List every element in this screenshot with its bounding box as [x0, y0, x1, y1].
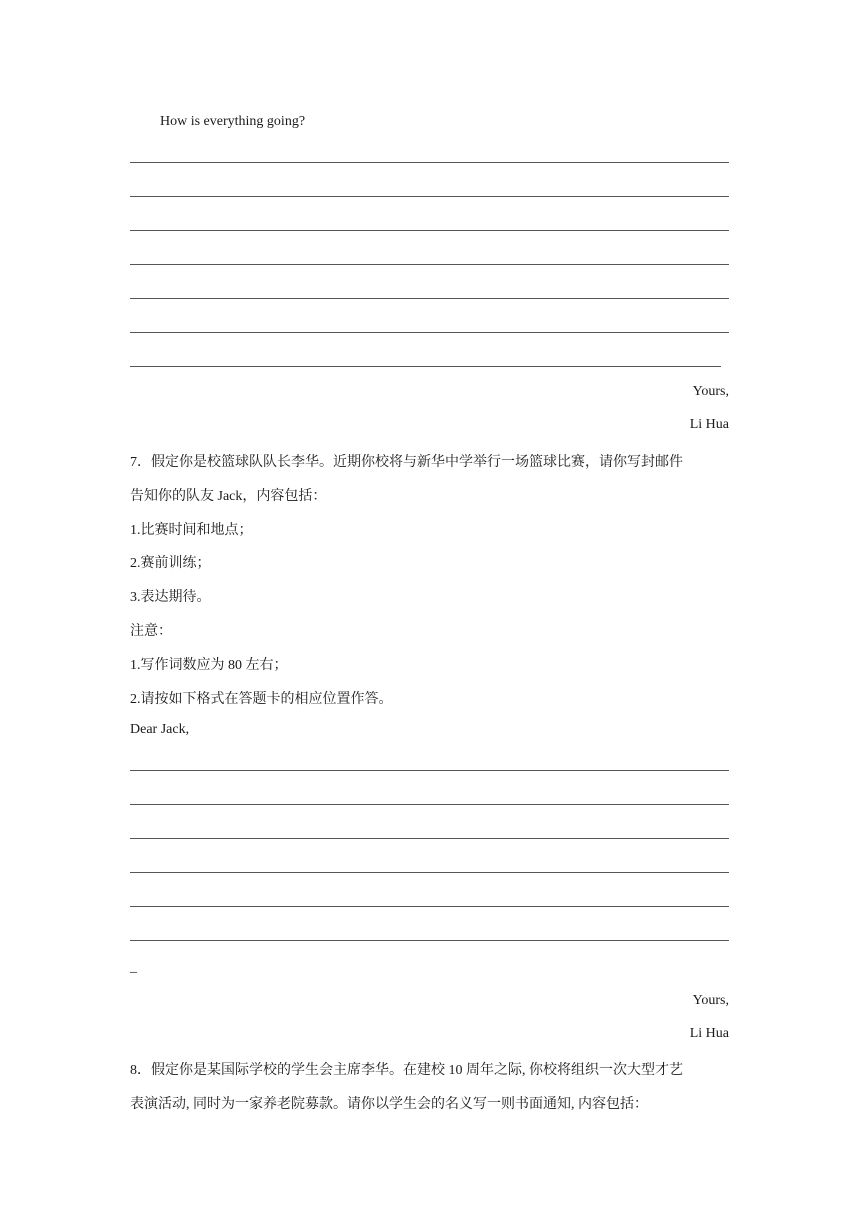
q7-note-2: 2.请按如下格式在答题卡的相应位置作答。	[130, 692, 393, 707]
q7-prompt-line-2: 告知你的队友 Jack，内容包括：	[130, 489, 327, 504]
q6-signature: Li Hua	[689, 417, 729, 432]
answer-line	[130, 940, 729, 941]
answer-line	[130, 906, 729, 907]
q7-prompt-line-1: 7．假定你是校篮球队队长李华。近期你校将与新华中学举行一场篮球比赛，请你写封邮件	[130, 455, 683, 470]
answer-line	[130, 804, 729, 805]
q7-note-1: 1.写作词数应为 80 左右；	[130, 658, 288, 673]
answer-line	[130, 264, 729, 265]
answer-line	[130, 332, 729, 333]
q6-opening-line: How is everything going?	[160, 114, 306, 129]
answer-line	[130, 872, 729, 873]
q7-closing: Yours,	[692, 993, 729, 1008]
q7-signature: Li Hua	[689, 1026, 729, 1041]
answer-line	[130, 838, 729, 839]
q8-prompt-line-2: 表演活动, 同时为一家养老院募款。请你以学生会的名义写一则书面通知, 内容包括：	[130, 1097, 648, 1112]
answer-line	[130, 230, 729, 231]
q7-salutation: Dear Jack,	[130, 722, 190, 737]
answer-line	[130, 770, 729, 771]
q7-point-3: 3.表达期待。	[130, 590, 211, 605]
q7-note-label: 注意：	[130, 624, 172, 639]
q8-prompt-line-1: 8．假定你是某国际学校的学生会主席李华。在建校 10 周年之际, 你校将组织一次大型才艺	[130, 1063, 683, 1078]
q6-closing: Yours,	[692, 384, 729, 399]
q7-point-1: 1.比赛时间和地点；	[130, 523, 253, 538]
answer-line	[130, 162, 729, 163]
answer-line	[130, 298, 729, 299]
stray-underscore: _	[130, 960, 137, 975]
answer-line	[130, 196, 729, 197]
q7-point-2: 2.赛前训练；	[130, 556, 211, 571]
answer-line	[130, 366, 721, 367]
